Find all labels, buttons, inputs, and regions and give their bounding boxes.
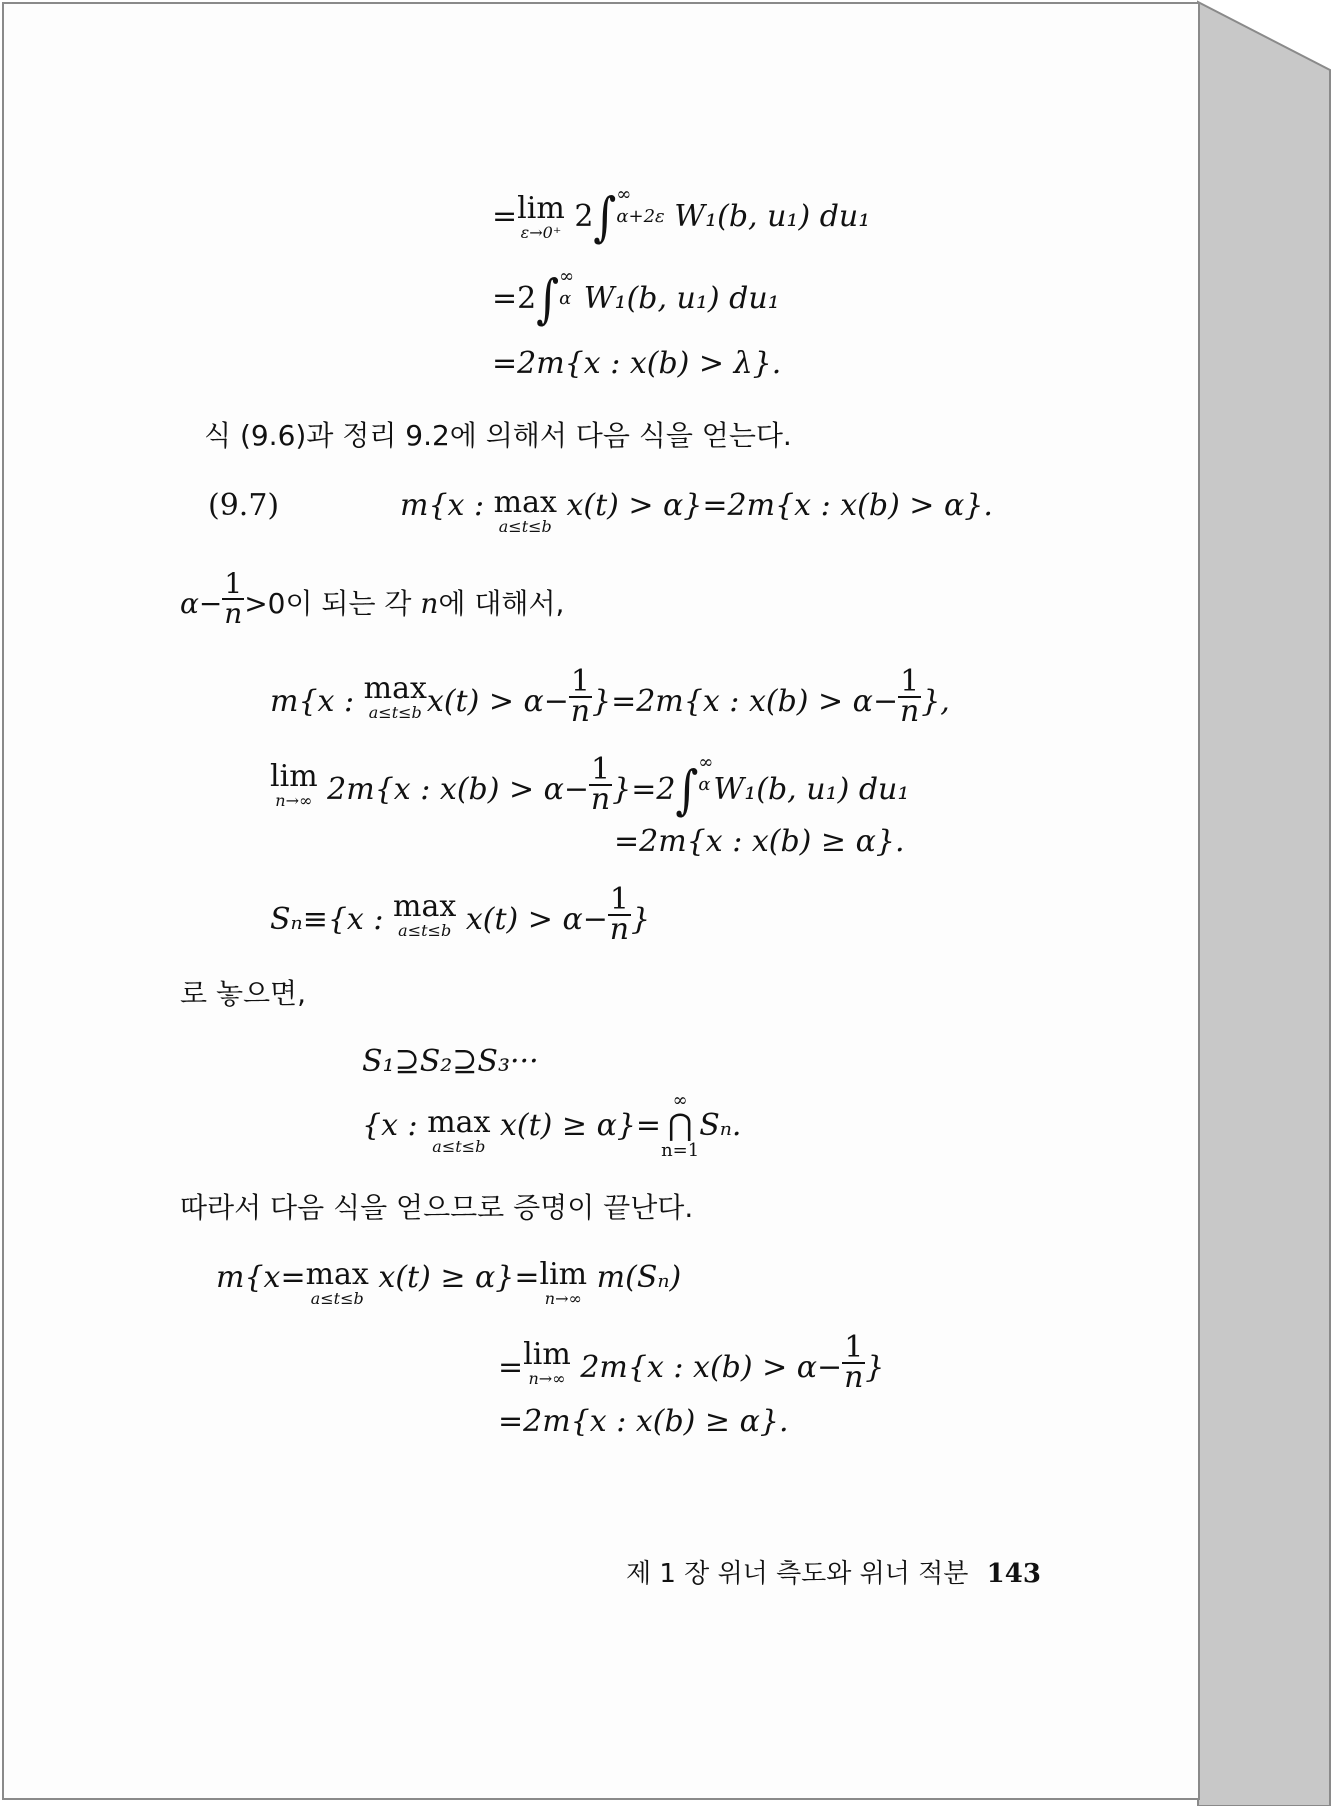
eq-c-line2: {x : max a≤t≤b x(t) ≥ α}=∞ ⋂ n=1Sₙ. [362,1090,742,1161]
integral-sign: ∫ [593,186,617,248]
max-operator: max a≤t≤b [363,671,427,722]
eq-b-line2: lim n→∞ 2m{x : x(b) > α− $\frac{1}{n}$ }=2∫ ∞ α W₁(b, u₁) du₁ [270,752,910,821]
book-page [2,2,1200,1800]
lim-operator: lim ε→0⁺ [517,191,565,242]
integral-limits: ∞ α [698,752,714,795]
eq-d-line3: =2m{x : x(b) ≥ α}. [498,1404,789,1439]
big-intersection: ∞ ⋂ n=1 [661,1090,700,1161]
lim-operator: lim n→∞ [523,1337,571,1388]
max-operator: max a≤t≤b [305,1257,369,1308]
running-footer [626,1556,1041,1592]
paragraph-2: α− $\frac{1}{n}$ >0이 되는 각 n에 대해서, [180,567,565,630]
page-number: 143 [986,1559,1041,1589]
paragraph-3: 로 놓으면, [180,977,306,1010]
max-operator: max a≤t≤b [493,485,557,536]
integral-sign: ∫ [536,268,560,330]
fraction: $\frac{1}{n}$ [570,664,591,729]
eq-9-7: m{x : max a≤t≤b x(t) > α}=2m{x : x(b) > α}. [400,485,993,536]
max-operator: max a≤t≤b [427,1105,491,1156]
eq-b-line3: =2m{x : x(b) ≥ α}. [614,824,905,859]
fraction: $\frac{1}{n}$ [224,567,243,630]
paragraph-1: 식 (9.6)과 정리 9.2에 의해서 다음 식을 얻는다. [204,419,792,452]
fraction: $\frac{1}{n}$ [590,752,611,817]
lim-operator: lim n→∞ [270,759,318,810]
eq-a-line2: =2∫ ∞ α W₁(b, u₁) du₁ [492,266,780,330]
eq-b-line4: Sₙ≡{x : max a≤t≤b x(t) > α− $\frac{1}{n}$ } [270,882,651,947]
fraction: $\frac{1}{n}$ [844,1330,864,1395]
equation-number: (9.7) [208,488,280,523]
lim-operator: lim n→∞ [539,1257,588,1308]
max-operator: max a≤t≤b [393,889,457,940]
paragraph-4: 따라서 다음 식을 얻으므로 증명이 끝난다. [180,1191,694,1224]
integral-limits: ∞ α+2ε [616,184,665,227]
eq-d-line2: =lim n→∞ 2m{x : x(b) > α− $\frac{1}{n}$ } [498,1330,885,1395]
eq-c-line1: S₁⊇S₂⊇S₃··· [362,1044,539,1079]
fraction: $\frac{1}{n}$ [899,664,920,729]
fraction: $\frac{1}{n}$ [609,882,630,947]
integral-sign: ∫ [675,759,699,821]
chapter-title: 제 1 장 위너 측도와 위너 적분 [626,1559,969,1589]
eq-a-line1: =lim ε→0⁺ 2∫ ∞ α+2ε W₁(b, u₁) du₁ [492,184,871,248]
eq-b-line1: m{x : max a≤t≤b x(t) > α− $\frac{1}{n}$ }=2m{x : x(b) > α− $\frac{1}{n}$ }, [270,664,950,729]
integral-limits: ∞ α [559,266,575,309]
eq-d-line1: m{x=max a≤t≤b x(t) ≥ α}=lim n→∞ m(Sₙ) [216,1257,682,1308]
eq-a-line3: =2m{x : x(b) > λ}. [492,346,782,381]
